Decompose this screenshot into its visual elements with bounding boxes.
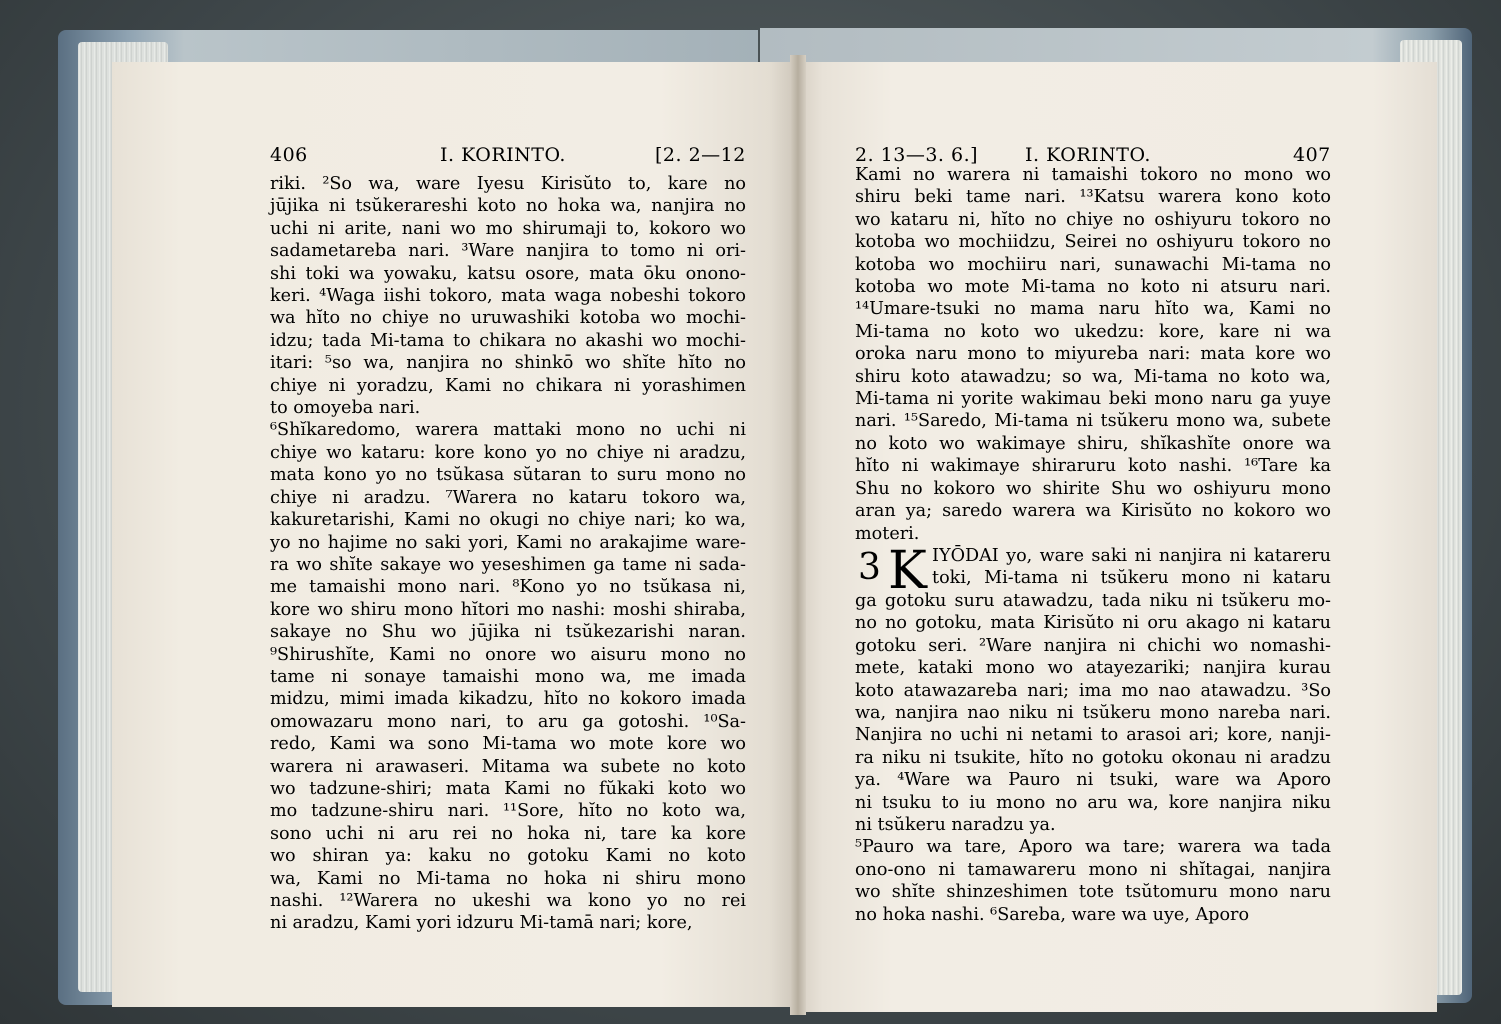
left-verse-range: [2. 2—12 <box>655 144 746 166</box>
text-line: ga gotoku suru atawadzu, tada niku ni tsŭkeru mo- <box>855 591 1331 611</box>
text-line: no hoka nashi. ⁶Sareba, ware wa uye, Aporo <box>855 904 1250 925</box>
left-page-number: 406 <box>270 144 308 166</box>
text-line: wo kataru ni, hĭto no chiye no oshiyuru tokoro no <box>855 209 1331 230</box>
text-line: wa hĭto no chiye no uruwashiki kotoba wo mochi- <box>270 308 746 329</box>
text-line: Mi-tama no koto wo ukedzu: kore, kare ni wa <box>855 321 1331 342</box>
right-verse-range: 2. 13—3. 6.] <box>855 144 979 166</box>
text-line: nashi. ¹²Warera no ukeshi wa kono yo no rei <box>270 891 746 911</box>
text-line: riki. ²So wa, ware Iyesu Kirisŭto to, kare no <box>270 174 746 194</box>
text-line: wo shiran ya: kaku no gotoku Kami no koto <box>270 846 746 867</box>
text-line: mete, kataki mono wo atayezariki; nanjira kurau <box>855 658 1331 679</box>
text-line: uchi ni arite, nani wo mo shirumaji to, kokoro wo <box>270 218 746 239</box>
text-line: no koto wo wakimaye shiru, shĭkashĭte onore wa <box>855 433 1331 454</box>
text-line: ⁵Pauro wa tare, Aporo wa tare; warera wa tada <box>855 837 1331 858</box>
text-line: kakuretarishi, Kami no okugi no chiye nari; ko wa, <box>270 510 746 531</box>
right-page-text-bottom <box>855 590 1331 926</box>
text-line: ⁶Shĭkaredomo, warera mattaki mono no uchi ni <box>270 420 746 441</box>
text-line: wo tadzune-shiri; mata Kami no fŭkaki koto wo <box>270 778 746 799</box>
right-page-text-top <box>855 164 1331 545</box>
text-line: chiye ni aradzu. ⁷Warera no kataru tokoro wa, <box>270 487 746 508</box>
text-line: midzu, mimi imada kikadzu, hĭto no kokoro imada <box>270 689 746 710</box>
text-line: itari: ⁵so wa, nanjira no shinkō wo shĭte hĭto no <box>270 353 746 374</box>
book-gutter <box>790 55 806 1015</box>
text-line: oroka naru mono to miyureba nari: mata kore wo <box>855 344 1331 365</box>
text-line: idzu; tada Mi-tama to chikara no akashi wo mochi- <box>270 330 746 351</box>
left-running-title: I. KORINTO. <box>440 144 566 166</box>
text-line: hĭto ni wakimaye shiraruru koto nashi. ¹⁶Tare ka <box>855 456 1331 477</box>
text-line: sono uchi ni aru rei no hoka ni, tare ka kore <box>270 823 746 844</box>
text-line: no no gotoku, mata Kirisŭto ni oru akago ni kataru <box>855 613 1331 634</box>
text-line: Mi-tama ni yorite wakimau beki mono naru ga yuye <box>855 389 1331 410</box>
text-line: jūjika ni tsŭkerareshi koto no hoka wa, nanjira no <box>270 196 746 217</box>
text-line: ni tsŭkeru naradzu ya. <box>855 815 1056 836</box>
text-line: keri. ⁴Waga iishi tokoro, mata waga nobeshi tokoro <box>270 286 746 307</box>
text-line: ya. ⁴Ware wa Pauro ni tsuki, ware wa Aporo <box>855 770 1331 791</box>
text-line: sakaye no Shu wo jūjika ni tsŭkezarishi naran. <box>270 622 746 643</box>
right-page-number: 407 <box>1293 144 1331 166</box>
text-line: Shu no kokoro wo shirite Shu wo oshiyuru mono <box>855 478 1331 499</box>
text-line: omowazaru mono nari, to aru ga gotoshi. ¹⁰Sa- <box>270 711 746 732</box>
text-line: tame ni sonaye tamaishi mono wa, me imada <box>270 666 746 687</box>
text-line: ¹⁴Umare-tsuki no mama naru hĭto wa, Kami no <box>855 299 1331 320</box>
text-line: chiye ni yoradzu, Kami no chikara ni yorashimen <box>270 375 746 396</box>
text-line: kotoba wo mochiidzu, Seirei no oshiyuru tokoro no <box>855 232 1331 253</box>
text-line: IYŌDAI yo, ware saki ni nanjira ni katareru <box>932 546 1331 566</box>
text-line: Nanjira no uchi ni netami to arasoi ari; kore, nanji- <box>855 725 1331 746</box>
text-line: to omoyeba nari. <box>270 398 421 419</box>
text-line: shiru koto atawadzu; so wa, Mi-tama no koto wa, <box>855 366 1331 387</box>
text-line: mo tadzune-shiru nari. ¹¹Sore, hĭto no koto wa, <box>270 801 746 822</box>
chapter-number: 3 <box>858 547 881 588</box>
text-line: redo, Kami wa sono Mi-tama wo mote kore wo <box>270 734 746 755</box>
text-line: chiye wo kataru: kore kono yo no chiye ni aradzu, <box>270 442 746 463</box>
text-line: yo no hajime no saki yori, Kami no arakajime ware- <box>270 532 746 553</box>
right-running-title: I. KORINTO. <box>1025 144 1151 166</box>
text-line: kotoba wo mote Mi-tama no koto ni atsuru nari. <box>855 277 1331 298</box>
text-line: mata kono yo no tsŭkasa sŭtaran to suru mono no <box>270 465 746 486</box>
left-page-text <box>270 173 746 935</box>
text-line: shi toki wa yowaku, katsu osore, mata ōku ononо- <box>270 263 746 284</box>
text-line: toki, Mi-tama ni tsŭkeru mono ni kataru <box>932 568 1331 589</box>
text-line: wo shĭte shinzeshimen tote tsŭtomuru mono naru <box>855 882 1331 903</box>
text-line: ni aradzu, Kami yori idzuru Mi-tamā nari; kore, <box>270 913 693 934</box>
text-line: shiru beki tame nari. ¹³Katsu warera kono koto <box>855 187 1331 208</box>
text-line: Kami no warera ni tamaishi tokoro no mono wo <box>855 165 1331 185</box>
text-line: moteri. <box>855 523 920 544</box>
text-line: gotoku seri. ²Ware nanjira ni chichi wo nomashi- <box>855 635 1331 656</box>
text-line: kore wo shiru mono hĭtori mo nashi: moshi shiraba, <box>270 599 746 620</box>
text-line: warera ni arawaseri. Mitama wa subete no koto <box>270 756 746 777</box>
text-line: koto atawazareba nari; ima mo nao atawadzu. ³So <box>855 680 1331 701</box>
text-line: kotoba wo mochiiru nari, sunawachi Mi-tama no <box>855 254 1331 275</box>
text-line: ono-ono ni tamawareru mono ni shĭtagai, nanjira <box>855 859 1331 880</box>
text-line: ⁹Shirushĭte, Kami no onore wo aisuru mono no <box>270 644 746 665</box>
text-line: ni tsuku to iu mono no aru wa, kore nanjira niku <box>855 792 1331 813</box>
text-line: wa, nanjira nao niku ni tsŭkeru mono nareba nari. <box>855 703 1331 724</box>
text-line: ra wo shĭte sakaye wo yeseshimen ga tame ni sada- <box>270 554 746 575</box>
text-line: aran ya; saredo warera wa Kirisŭto no kokoro wo <box>855 501 1331 522</box>
text-line: nari. ¹⁵Saredo, Mi-tama ni tsŭkeru mono wa, subete <box>855 411 1331 432</box>
chapter-opening-lines <box>932 545 1331 590</box>
text-line: me tamaishi mono nari. ⁸Kono yo no tsŭkasa ni, <box>270 577 746 598</box>
text-line: sadametareba nari. ³Ware nanjira to tomo ni ori- <box>270 241 746 262</box>
drop-cap-letter: K <box>888 541 927 601</box>
text-line: ra niku ni tsukite, hĭto no gotoku okonau ni aradzu <box>855 747 1331 768</box>
text-line: wa, Kami no Mi-tama no hoka ni shiru mono <box>270 868 746 889</box>
